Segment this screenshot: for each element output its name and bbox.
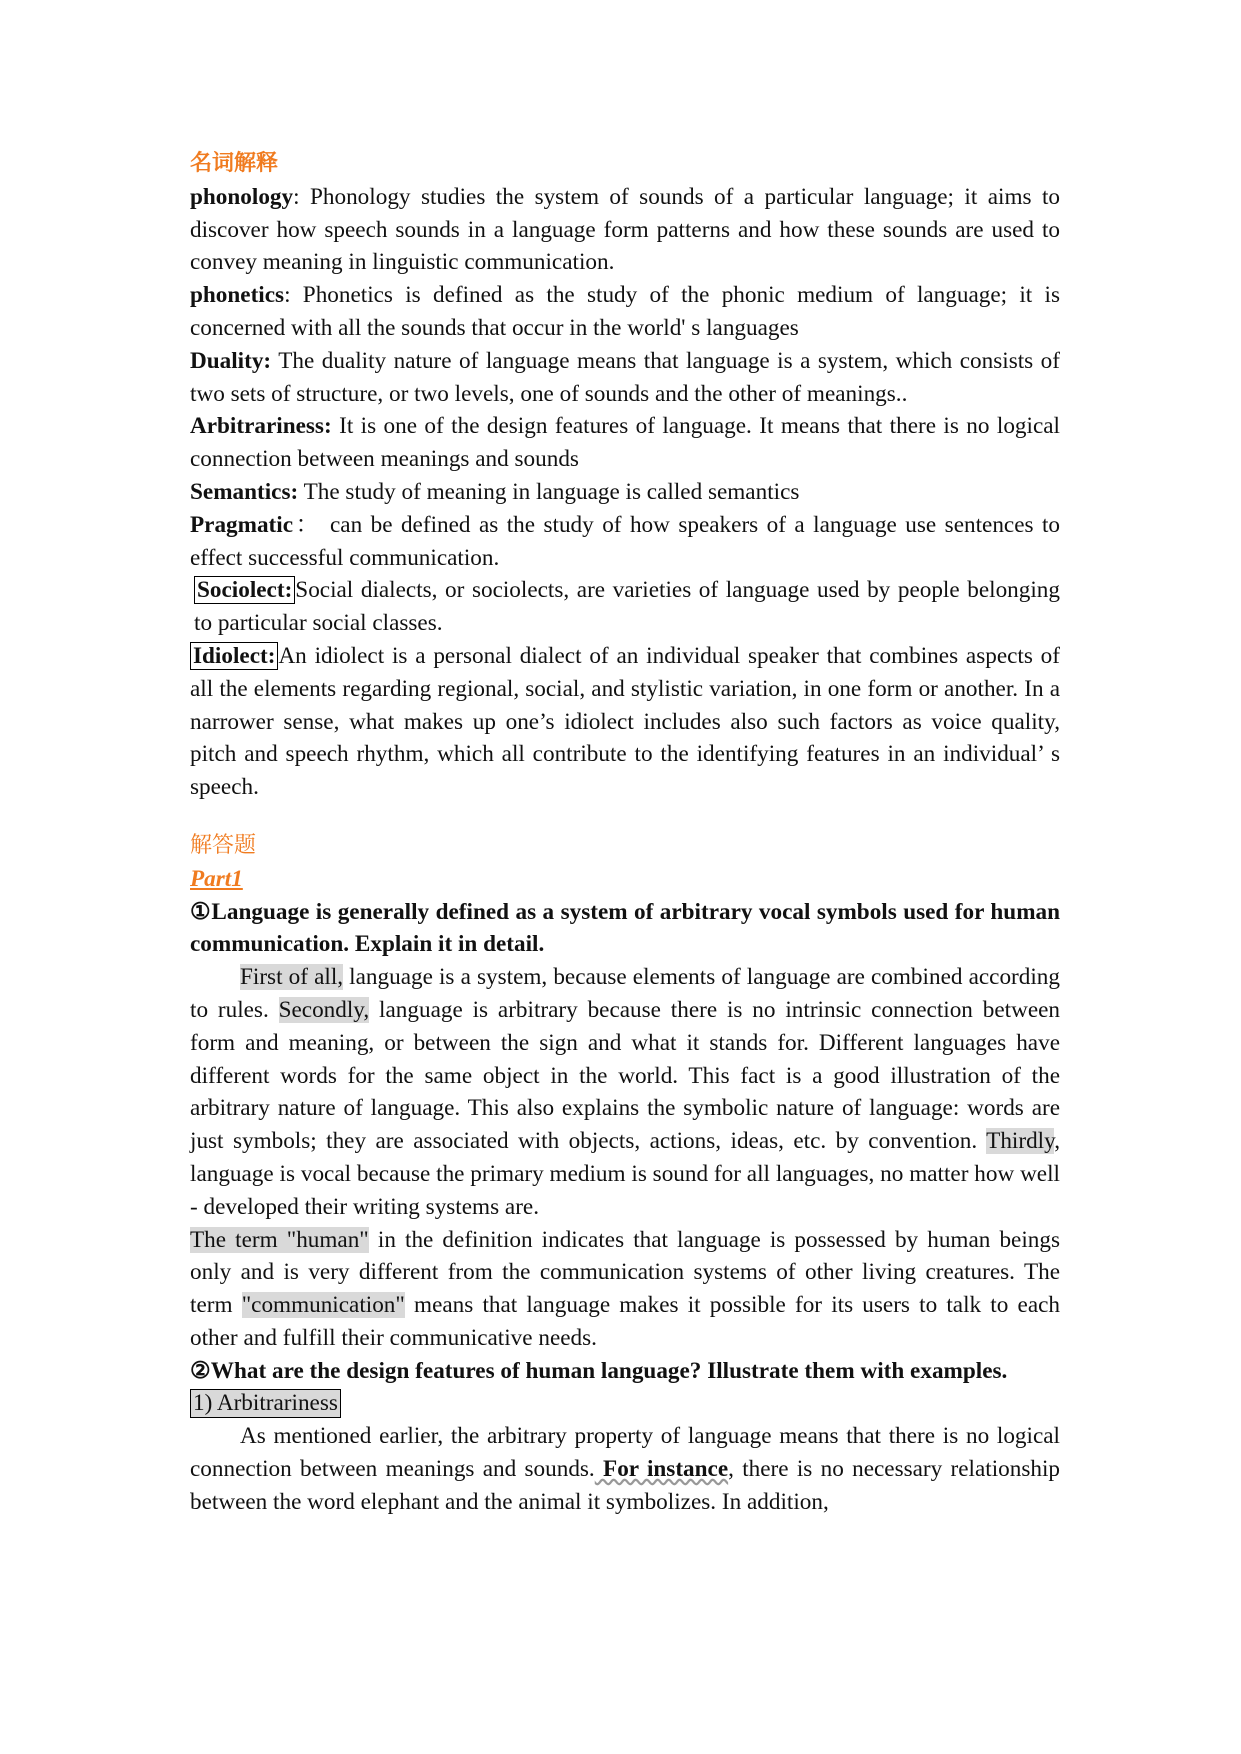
term-label: phonology <box>190 183 294 210</box>
term-entry-idiolect <box>190 640 1060 804</box>
term-label: phonetics <box>190 282 285 309</box>
term-entry-duality <box>190 345 1060 411</box>
emphasis-for-instance: For instance <box>594 1456 729 1483</box>
term-label: Pragmatic <box>190 511 294 538</box>
section-heading-terms: 名词解释 <box>190 151 279 176</box>
term-definition: Social dialects, or sociolects, are varieties of language used by people belonging to particular social classes. <box>194 577 1060 637</box>
highlight-secondly: Secondly, <box>278 996 370 1023</box>
term-entry-phonetics <box>190 279 1060 345</box>
highlight-first-of-all: First of all, <box>240 964 344 991</box>
section-heading-answers: 解答题 <box>190 832 257 858</box>
term-definition: It is one of the design features of language. It means that there is no logical connection between meanings and sounds <box>190 413 1060 473</box>
part-heading <box>190 863 1060 896</box>
answer-text: in the definition indicates that language is possessed by human beings only and is very different from the communication systems of other living creatures. The term <box>190 1226 1060 1319</box>
question-1: ①Language is generally defined as a system of arbitrary vocal symbols used for human communication. Explain it in detail. <box>190 898 1060 958</box>
term-entry-semantics <box>190 476 1060 509</box>
part-label: Part1 <box>190 865 243 892</box>
highlight-thirdly: Thirdly <box>986 1128 1055 1155</box>
answer-text: , language is vocal because the primary medium is sound for all languages, no matter how well - developed their writing systems are. <box>190 1128 1060 1220</box>
term-label-boxed: Sociolect: <box>194 576 295 604</box>
question-2: ②What are the design features of human language? Illustrate them with examples. <box>190 1357 1008 1384</box>
term-definition: Phonetics is defined as the study of the phonic medium of language; it is concerned with all the sounds that occur in the world' s languages <box>190 282 1060 341</box>
answer-1-paragraph-2 <box>190 1224 1060 1355</box>
term-entry-pragmatic <box>190 509 1060 575</box>
highlight-term-communication: "communication" <box>241 1292 405 1319</box>
term-definition: An idiolect is a personal dialect of an individual speaker that combines aspects of all the elements regarding regional, social, and stylistic variation, in one form or another. In a narrower sense, what makes up one’s idiolect includes also such factors as voice quality, pitch and speech rhythm, which all contribute to the identifying features in an individual’ s speech. <box>190 642 1060 801</box>
term-label: Semantics: <box>190 478 299 505</box>
term-definition: can be defined as the study of how speakers of a language use sentences to effect successful communication. <box>190 511 1061 571</box>
document-page <box>190 148 1060 1519</box>
term-definition: The study of meaning in language is called semantics <box>298 478 800 505</box>
answer-2-paragraph-1 <box>190 1420 1060 1518</box>
term-entry-arbitrariness <box>190 410 1060 476</box>
answer-text: means that language makes it possible for its users to talk to each other and fulfill their communicative needs. <box>190 1292 1060 1351</box>
answer-text: language is arbitrary because there is no intrinsic connection between form and meaning, or between the sign and what it stands for. Different languages have different words for the same object in the world. This fact is a good illustration of the arbitrary nature of language. This also explains the symbolic nature of language: words are just symbols; they are associated with objects, actions, ideas, etc. by convention. <box>190 996 1061 1155</box>
term-entry-sociolect <box>190 574 1060 640</box>
answer-text: , there is no necessary relationship between the word elephant and the animal it symbolizes. In addition, <box>190 1456 1060 1515</box>
term-separator: : <box>284 282 291 309</box>
subheading-arbitrariness: 1) Arbitrariness <box>190 1389 341 1418</box>
term-label: Duality: <box>190 347 272 374</box>
subheading-row <box>190 1387 1060 1420</box>
highlight-term-human: The term "human" <box>190 1226 369 1253</box>
term-label: Arbitrariness: <box>190 413 332 440</box>
answer-1-paragraph-1 <box>190 961 1060 1223</box>
answer-text: language is a system, because elements of language are combined according to rules. <box>190 964 1060 1023</box>
term-label-boxed: Idiolect: <box>190 642 278 670</box>
term-entry-phonology <box>190 181 1060 279</box>
answer-text: As mentioned earlier, the arbitrary property of language means that there is no logical connection between meanings and sounds. <box>190 1423 1060 1483</box>
term-separator: : <box>293 183 300 210</box>
term-separator: ： <box>293 511 322 538</box>
term-definition: The duality nature of language means that language is a system, which consists of two sets of structure, or two levels, one of sounds and the other of meanings.. <box>190 347 1060 407</box>
spacer <box>190 804 1060 830</box>
term-definition: Phonology studies the system of sounds of a particular language; it aims to discover how speech sounds in a language form patterns and how these sounds are used to convey meaning in linguistic communication. <box>190 183 1060 276</box>
